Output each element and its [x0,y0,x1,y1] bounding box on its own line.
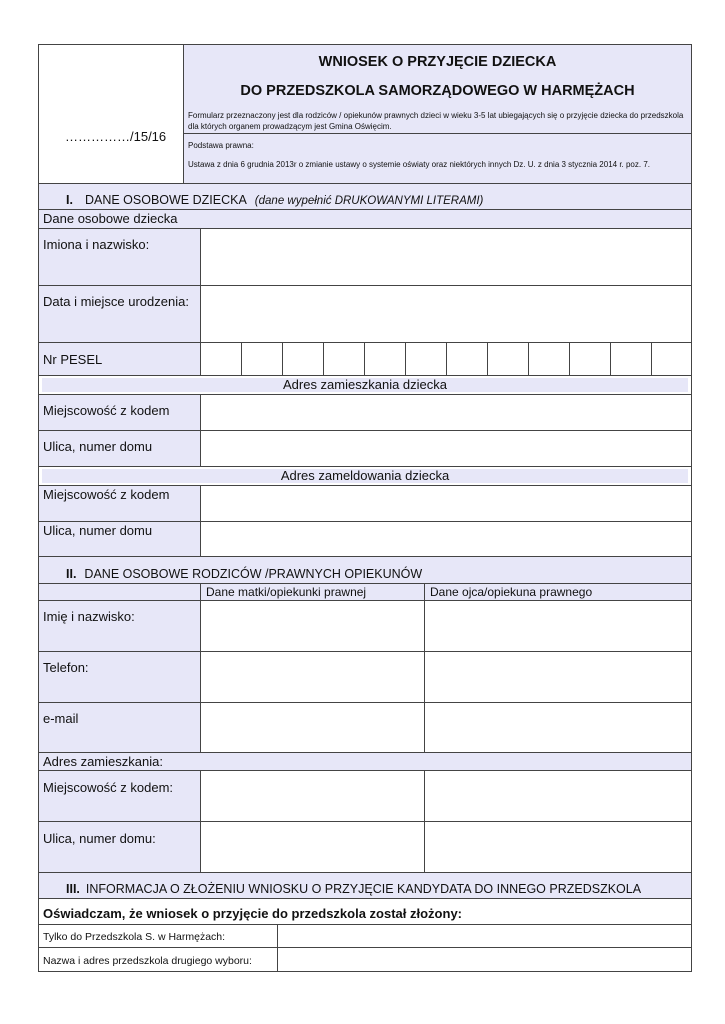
child-birth-input[interactable] [200,285,692,343]
parents-address-header-label: Adres zamieszkania: [43,754,163,769]
pesel-digit-9[interactable] [528,342,570,376]
birth-label: Data i miejsce urodzenia: [43,294,189,309]
residence-header-label: Adres zamieszkania dziecka [282,377,448,392]
registered-street-label: Ulica, numer domu [43,523,153,538]
section1-title-text: DANE OSOBOWE DZIECKA [84,193,247,207]
email-label-cell [38,702,201,753]
section3-title [66,882,641,896]
pesel-label: Nr PESEL [43,352,103,367]
residence-street-input[interactable] [200,430,692,467]
section1-note: (dane wypełnić DRUKOWANYMI LITERAMI) [254,195,484,207]
section2-number: II. [66,567,77,581]
reference-cell [38,44,184,184]
pesel-digit-1[interactable] [200,342,242,376]
pesel-digit-8[interactable] [487,342,529,376]
email-label: e-mail [43,711,79,726]
registered-header-label: Adres zameldowania dziecka [280,468,450,483]
section2-title [66,567,422,581]
section2-title-text: DANE OSOBOWE RODZICÓW /PRAWNYCH OPIEKUNÓW [84,567,423,581]
registered-street-input[interactable] [200,521,692,557]
parents-columns-label-cell [38,583,201,601]
only-this-school-label: Tylko do Przedszkola S. w Harmężach: [43,931,226,943]
form-title-line2: DO PRZEDSZKOLA SAMORZĄDOWEGO W HARMĘŻACH [240,83,635,99]
pesel-digit-6[interactable] [405,342,447,376]
father-name-input[interactable] [424,600,692,652]
parent-street-label: Ulica, numer domu: [43,831,156,846]
pesel-digit-3[interactable] [282,342,324,376]
names-label: Imiona i nazwisko: [43,237,150,252]
pesel-digit-11[interactable] [610,342,652,376]
parent-street-label-cell [38,821,201,873]
parent-name-label-cell [38,600,201,652]
father-email-input[interactable] [424,702,692,753]
father-column-label: Dane ojca/opiekuna prawnego [430,585,593,599]
section1-title [66,193,483,207]
mother-email-input[interactable] [200,702,425,753]
form-intro: Formularz przeznaczony jest dla rodziców / opiekunów prawnych dzieci w wieku 3-5 lat ubiegających się o przyjęcie dziecka do przedszkola dla których organem prowadzącym jest Gmina Oświęcim. [188,111,684,131]
pesel-digit-5[interactable] [364,342,406,376]
pesel-digit-10[interactable] [569,342,611,376]
mother-city-input[interactable] [200,770,425,822]
mother-phone-input[interactable] [200,651,425,703]
pesel-digit-2[interactable] [241,342,283,376]
residence-city-input[interactable] [200,394,692,431]
mother-column-label: Dane matki/opiekunki prawnej [206,585,367,599]
statement-text: Oświadczam, że wniosek o przyjęcie do przedszkola został złożony: [43,906,463,921]
parent-name-label: Imię i nazwisko: [43,609,135,624]
mother-street-input[interactable] [200,821,425,873]
parent-city-label-cell [38,770,201,822]
father-street-input[interactable] [424,821,692,873]
child-names-input[interactable] [200,228,692,286]
pesel-digit-4[interactable] [323,342,365,376]
legal-basis-text: Ustawa z dnia 6 grudnia 2013r o zmianie ustawy o systemie oświaty oraz niektórych innych Dz. U. z dnia 3 stycznia 2014 r. poz. 7. [188,160,650,169]
father-city-input[interactable] [424,770,692,822]
residence-street-label: Ulica, numer domu [43,439,153,454]
pesel-digit-12[interactable] [651,342,692,376]
section3-title-text: INFORMACJA O ZŁOŻENIU WNIOSKU O PRZYJĘCIE KANDYDATA DO INNEGO PRZEDSZKOLA [85,882,642,896]
section1-number: I. [66,193,73,207]
section3-number: III. [66,882,80,896]
phone-label: Telefon: [43,660,89,675]
only-this-school-input[interactable] [277,924,692,948]
pesel-digit-7[interactable] [446,342,488,376]
father-phone-input[interactable] [424,651,692,703]
parent-city-label: Miejscowość z kodem: [43,780,174,795]
phone-label-cell [38,651,201,703]
form-title-line1: WNIOSEK O PRZYJĘCIE DZIECKA [318,54,557,70]
registered-city-input[interactable] [200,485,692,522]
mother-name-input[interactable] [200,600,425,652]
second-choice-label: Nazwa i adres przedszkola drugiego wyboru: [43,955,252,967]
child-data-subheader-label: Dane osobowe dziecka [43,211,178,226]
registered-city-label: Miejscowość z kodem [43,487,170,502]
reference-number: ……………/15/16 [65,129,167,144]
residence-city-label: Miejscowość z kodem [43,403,170,418]
legal-basis-label: Podstawa prawna: [188,141,254,150]
second-choice-input[interactable] [277,947,692,972]
